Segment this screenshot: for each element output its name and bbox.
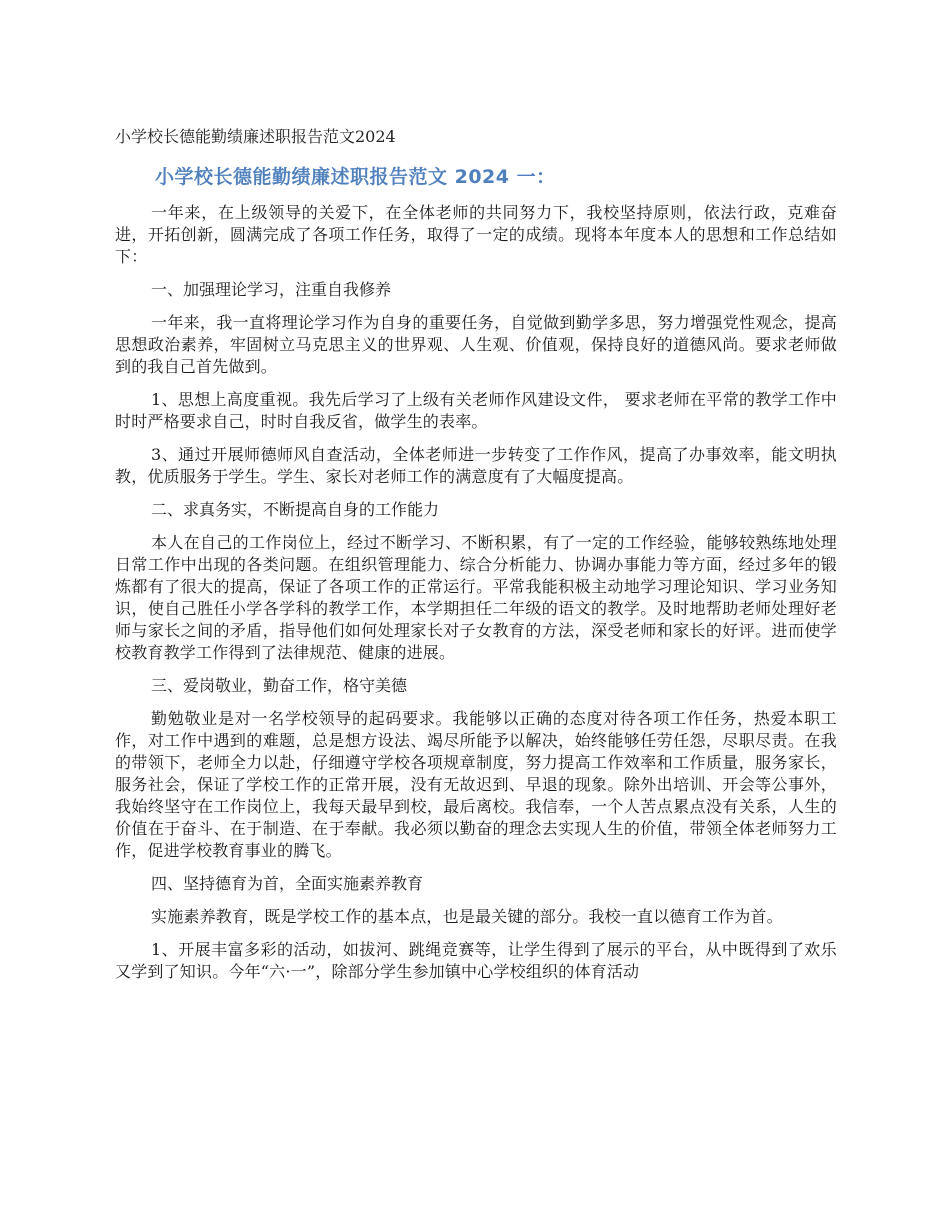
paragraph: 1、思想上高度重视。我先后学习了上级有关老师作风建设文件， 要求老师在平常的教学工作中时时严格要求自己，时时自我反省，做学生的表率。: [115, 390, 837, 431]
paragraph: 1、开展丰富多彩的活动，如拔河、跳绳竞赛等，让学生得到了展示的平台，从中既得到了欢乐又学到了知识。今年“六·一”，除部分学生参加镇中心学校组织的体育活动: [115, 940, 837, 981]
section-title-2: 二、求真务实，不断提高自身的工作能力: [151, 500, 440, 519]
document-page: [115, 126, 837, 994]
section-title-1: 一、加强理论学习，注重自我修养: [151, 280, 392, 299]
paragraph: 一年来，我一直将理论学习作为自身的重要任务，自觉做到勤学多思，努力增强党性观念，提高思想政治素养，牢固树立马克思主义的世界观、人生观、价值观，保持良好的道德风尚。要求老师做到的我自己首先做到。: [115, 313, 837, 376]
section-title-4: 四、坚持德育为首，全面实施素养教育: [151, 874, 424, 893]
paragraph: 勤勉敬业是对一名学校领导的起码要求。我能够以正确的态度对待各项工作任务，热爱本职工作，对工作中遇到的难题，总是想方设法、竭尽所能予以解决，始终能够任劳任怨，尽职尽责。在我的带领下，老师全力以赴，仔细遵守学校各项规章制度，努力提高工作效率和工作质量，服务家长，服务社会，保证了学校工作的正常开展，没有无故迟到、早退的现象。除外出培训、开会等公事外，我始终坚守在工作岗位上，我每天最早到校，最后离校。我信奉，一个人苦点累点没有关系，人生的价值在于奋斗、在于制造、在于奉献。我必须以勤奋的理念去实现人生的价值，带领全体老师努力工作，促进学校教育事业的腾飞。: [115, 709, 837, 860]
section-heading: 小学校长德能勤绩廉述职报告范文 2024 一：: [155, 166, 556, 188]
document-title: 小学校长德能勤绩廉述职报告范文2024: [115, 127, 396, 146]
section-title-3: 三、爱岗敬业，勤奋工作，格守美德: [151, 676, 408, 695]
paragraph: 实施素养教育，既是学校工作的基本点，也是最关键的部分。我校一直以德育工作为首。: [151, 907, 783, 926]
paragraph: 本人在自己的工作岗位上，经过不断学习、不断积累，有了一定的工作经验，能够较熟练地处理日常工作中出现的各类问题。在组织管理能力、综合分析能力、协调办事能力等方面，经过多年的锻炼都有了很大的提高，保证了各项工作的正常运行。平常我能积极主动地学习理论知识、学习业务知识，使自己胜任小学各学科的教学工作，本学期担任二年级的语文的教学。及时地帮助老师处理好老师与家长之间的矛盾，指导他们如何处理家长对子女教育的方法，深受老师和家长的好评。进而使学校教育教学工作得到了法律规范、健康的进展。: [115, 533, 837, 662]
paragraph: 3、通过开展师德师风自查活动，全体老师进一步转变了工作作风，提高了办事效率，能文明执教，优质服务于学生。学生、家长对老师工作的满意度有了大幅度提高。: [115, 445, 837, 486]
paragraph-intro: 一年来，在上级领导的关爱下，在全体老师的共同努力下，我校坚持原则，依法行政，克难奋进，开拓创新，圆满完成了各项工作任务，取得了一定的成绩。现将本年度本人的思想和工作总结如下：: [115, 203, 837, 266]
